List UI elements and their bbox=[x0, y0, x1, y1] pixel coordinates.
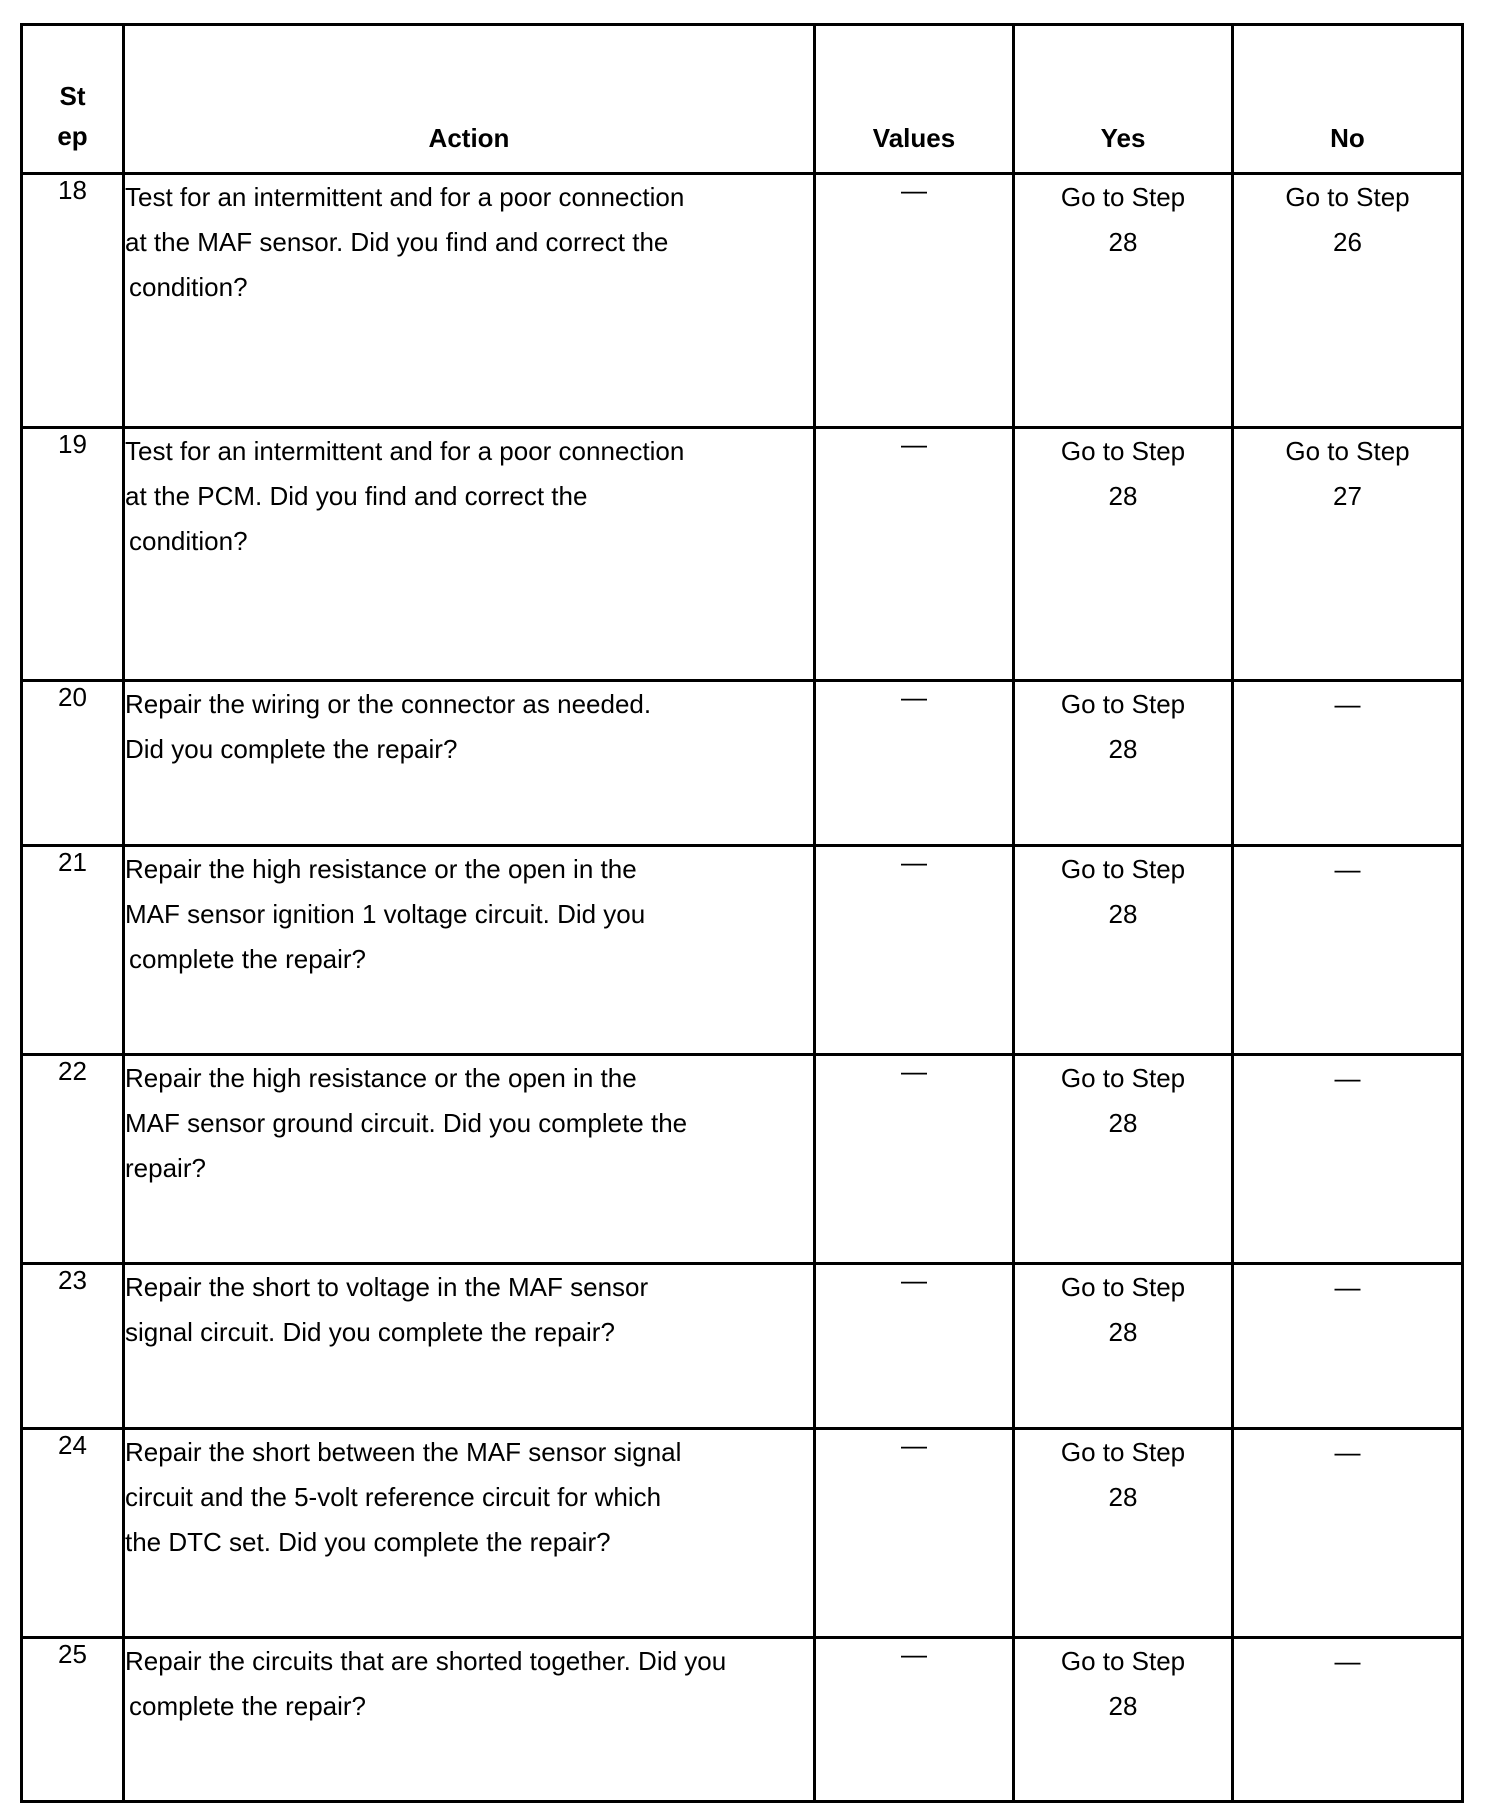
action-text: Repair the high resistance or the open in the MAF sensor ignition 1 voltage circuit. Did you complete the repair? bbox=[124, 846, 815, 1055]
step-number: 20 bbox=[22, 681, 124, 846]
no-cell: — bbox=[1233, 1055, 1463, 1264]
values-cell: — bbox=[815, 1055, 1014, 1264]
diagnostic-table bbox=[20, 23, 1464, 1803]
no-cell: — bbox=[1233, 846, 1463, 1055]
yes-cell: Go to Step 28 bbox=[1014, 1429, 1233, 1638]
action-text: Repair the high resistance or the open in the MAF sensor ground circuit. Did you complete the repair? bbox=[124, 1055, 815, 1264]
step-number: 23 bbox=[22, 1264, 124, 1429]
values-cell: — bbox=[815, 174, 1014, 428]
step-number: 19 bbox=[22, 428, 124, 681]
table-row bbox=[22, 846, 1463, 1055]
values-cell: — bbox=[815, 1638, 1014, 1802]
step-header: St ep bbox=[22, 25, 124, 174]
table-row bbox=[22, 1638, 1463, 1802]
action-text: Repair the short to voltage in the MAF sensor signal circuit. Did you complete the repair? bbox=[124, 1264, 815, 1429]
action-header: Action bbox=[124, 25, 815, 174]
yes-cell: Go to Step 28 bbox=[1014, 1638, 1233, 1802]
step-number: 22 bbox=[22, 1055, 124, 1264]
step-number: 25 bbox=[22, 1638, 124, 1802]
no-cell: — bbox=[1233, 1429, 1463, 1638]
step-number: 24 bbox=[22, 1429, 124, 1638]
action-text: Test for an intermittent and for a poor connection at the PCM. Did you find and correct the condition? bbox=[124, 428, 815, 681]
no-cell: — bbox=[1233, 681, 1463, 846]
action-text: Repair the wiring or the connector as needed. Did you complete the repair? bbox=[124, 681, 815, 846]
table-row bbox=[22, 1429, 1463, 1638]
no-cell: Go to Step 27 bbox=[1233, 428, 1463, 681]
table-row bbox=[22, 174, 1463, 428]
yes-header: Yes bbox=[1014, 25, 1233, 174]
table-row bbox=[22, 681, 1463, 846]
yes-cell: Go to Step 28 bbox=[1014, 1055, 1233, 1264]
step-number: 21 bbox=[22, 846, 124, 1055]
yes-cell: Go to Step 28 bbox=[1014, 1264, 1233, 1429]
header-row bbox=[22, 25, 1463, 174]
action-text: Repair the short between the MAF sensor signal circuit and the 5-volt reference circuit for which the DTC set. Did you complete the repair? bbox=[124, 1429, 815, 1638]
table-row bbox=[22, 1055, 1463, 1264]
table-row bbox=[22, 1264, 1463, 1429]
table-row bbox=[22, 428, 1463, 681]
values-cell: — bbox=[815, 1264, 1014, 1429]
values-cell: — bbox=[815, 1429, 1014, 1638]
no-cell: — bbox=[1233, 1264, 1463, 1429]
step-number: 18 bbox=[22, 174, 124, 428]
yes-cell: Go to Step 28 bbox=[1014, 846, 1233, 1055]
yes-cell: Go to Step 28 bbox=[1014, 174, 1233, 428]
values-cell: — bbox=[815, 681, 1014, 846]
no-cell: — bbox=[1233, 1638, 1463, 1802]
values-header: Values bbox=[815, 25, 1014, 174]
yes-cell: Go to Step 28 bbox=[1014, 681, 1233, 846]
no-header: No bbox=[1233, 25, 1463, 174]
yes-cell: Go to Step 28 bbox=[1014, 428, 1233, 681]
values-cell: — bbox=[815, 428, 1014, 681]
action-text: Repair the circuits that are shorted together. Did you complete the repair? bbox=[124, 1638, 815, 1802]
action-text: Test for an intermittent and for a poor connection at the MAF sensor. Did you find and correct the condition? bbox=[124, 174, 815, 428]
no-cell: Go to Step 26 bbox=[1233, 174, 1463, 428]
values-cell: — bbox=[815, 846, 1014, 1055]
